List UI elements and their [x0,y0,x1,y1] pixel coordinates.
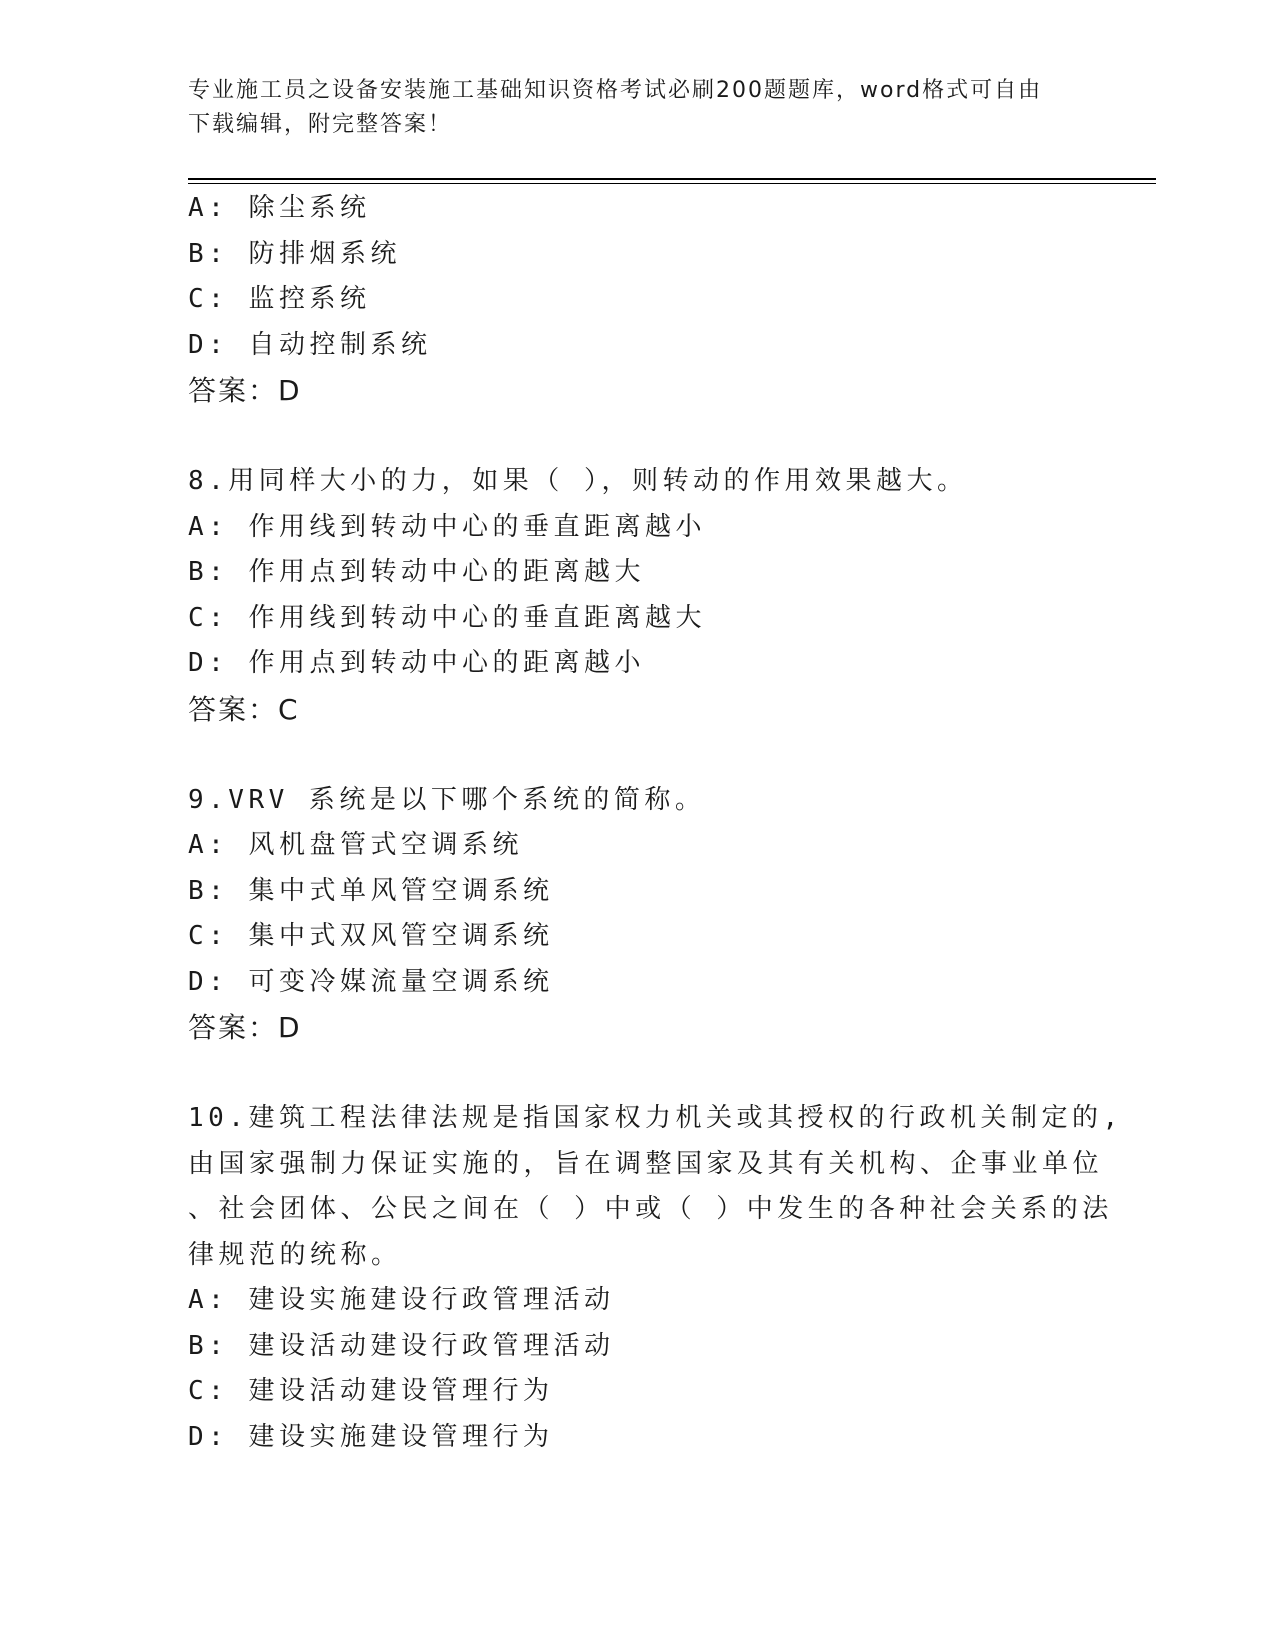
question-9-answer: 答案：D [188,1011,302,1044]
question-8-option-b: B: 作用点到转动中心的距离越大 [188,557,645,587]
question-8-option-a: A: 作用线到转动中心的垂直距离越小 [188,511,706,542]
spacer [188,1051,1088,1097]
question-10-option-a: A: 建设实施建设行政管理活动 [188,1285,615,1315]
spacer [188,414,1088,460]
question-10-option-d: D: 建设实施建设管理行为 [188,1421,554,1452]
question-10-stem-line-3: 、社会团体、公民之间在（ ）中或（ ）中发生的各种社会关系的法 [188,1194,1113,1224]
question-7-option-c: C: 监控系统 [188,284,371,314]
question-9-stem: 9.VRV 系统是以下哪个系统的简称。 [188,784,706,815]
question-9-option-b: B: 集中式单风管空调系统 [188,875,554,906]
question-10-stem-line-1: 10.建筑工程法律法规是指国家权力机关或其授权的行政机关制定的, [188,1103,1123,1133]
question-7-option-a: A: 除尘系统 [188,193,371,223]
question-8 [188,459,1088,732]
document-header [188,74,1068,142]
question-10 [188,1096,1123,1460]
question-7-answer: 答案：D [188,374,302,407]
spacer [188,732,1088,778]
header-title-line-1: 专业施工员之设备安装施工基础知识资格考试必刷200题题库，word格式可自由 [188,78,1043,103]
question-7-option-d: D: 自动控制系统 [188,329,432,360]
question-8-stem: 8.用同样大小的力，如果（ ），则转动的作用效果越大。 [188,466,968,496]
question-10-stem-line-2: 由国家强制力保证实施的，旨在调整国家及其有关机构、企事业单位 [188,1148,1104,1179]
question-8-answer: 答案：C [188,692,300,726]
question-7-option-b: B: 防排烟系统 [188,238,401,269]
header-divider-thin [188,183,1156,184]
question-list [188,186,1123,1460]
question-9-option-d: D: 可变冷媒流量空调系统 [188,966,554,997]
header-divider-thick [188,178,1156,180]
question-10-option-b: B: 建设活动建设行政管理活动 [188,1330,615,1361]
header-title-line-2: 下载编辑，附完整答案！ [188,112,453,137]
question-7 [188,186,1088,414]
question-10-option-c: C: 建设活动建设管理行为 [188,1376,554,1406]
question-10-stem-line-4: 律规范的统称。 [188,1239,402,1270]
question-8-option-d: D: 作用点到转动中心的距离越小 [188,648,645,678]
question-9-option-a: A: 风机盘管式空调系统 [188,830,523,860]
question-9 [188,778,1088,1051]
question-9-option-c: C: 集中式双风管空调系统 [188,921,554,951]
question-8-option-c: C: 作用线到转动中心的垂直距离越大 [188,602,706,633]
